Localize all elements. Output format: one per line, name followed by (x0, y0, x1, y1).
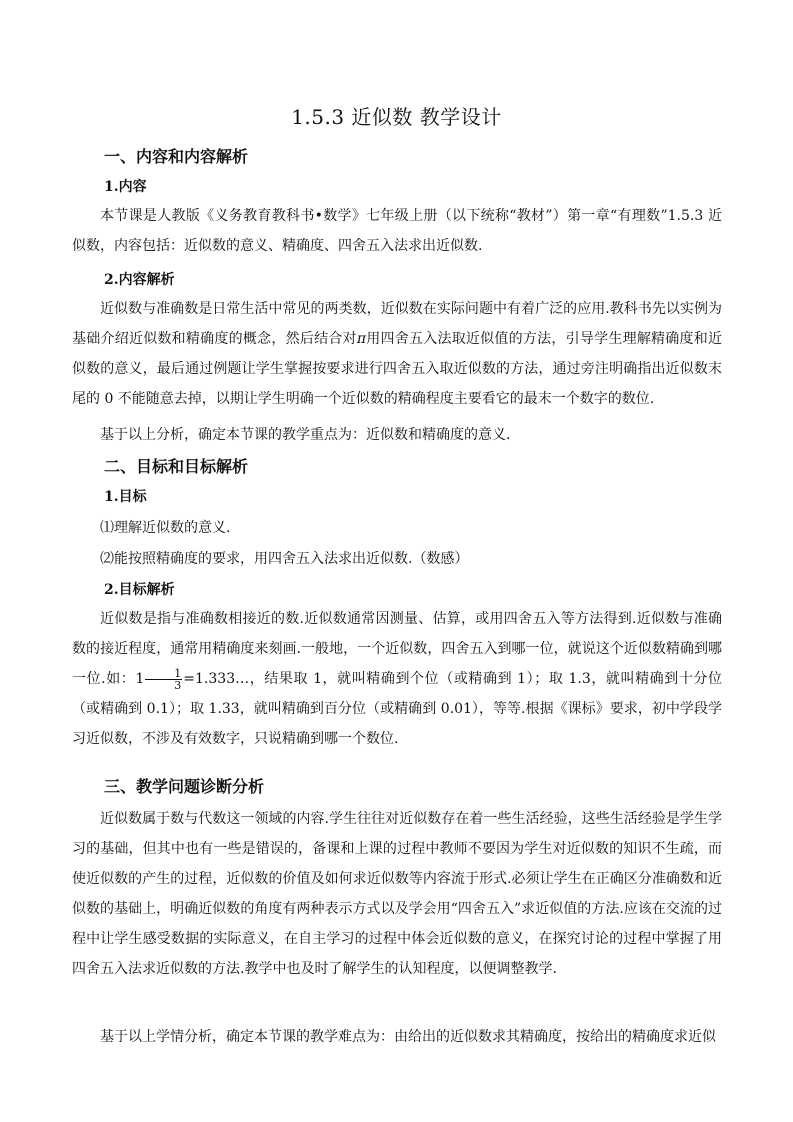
section-heading-content: 一、内容和内容解析 (104, 147, 249, 166)
paragraph-content-analysis (72, 294, 722, 414)
paragraph-key-point: 基于以上分析，确定本节课的教学重点为：近似数和精确度的意义. (100, 427, 511, 443)
subheading-content-analysis: 2.内容解析 (104, 272, 175, 288)
document-title: 1.5.3 近似数 教学设计 (291, 105, 502, 129)
paragraph-content: 本节课是人教版《义务教育教科书•数学》七年级上册（以下统称“教材”）第一章“有理数”1.5.3 近似数，内容包括：近似数的意义、精确度、四舍五入法求出近似数. (72, 208, 722, 254)
pi-symbol: π (356, 331, 367, 347)
paragraph-text: 用四舍五入法取近似值的方法，引导学生理解精确度和近似数的意义，最后通过例题让学生掌握按要求进行四舍五入取近似数的方法，通过旁注明确指出近似数末尾的 0 不能随意去掉，以期让学生明确一个近似数的精确程度主要看它的最末一个数字的数位. (72, 331, 723, 407)
section-heading-goals: 二、目标和目标解析 (104, 457, 249, 476)
mixed-fraction: 1 $\frac{1}{3}$ (135, 666, 182, 692)
subheading-content: 1.内容 (104, 179, 147, 195)
goal-item: ⑴理解近似数的意义. (100, 520, 231, 536)
goal-item: ⑵能按照精确度的要求，用四舍五入法求出近似数.（数感） (100, 551, 469, 567)
subheading-goals-analysis: 2.目标解析 (104, 582, 175, 598)
paragraph-difficulty: 基于以上学情分析，确定本节课的教学难点为：由给出的近似数求其精确度，按给出的精确度求近似 (100, 1029, 716, 1045)
paragraph-diagnosis: 近似数属于数与代数这一领域的内容.学生往往对近似数存在着一些生活经验，这些生活经验是学生学习的基础，但其中也有一些是错误的，备课和上课的过程中教师不要因为学生对近似数的知识不生疏，而使近似数的产生的过程，近似数的价值及如何求近似数等内容流于形式.必须让学生在正确区分准确数和近似数的基础上，明确近似数的角度有两种表示方式以及学会用“四舍五入”求近似值的方法.应该在交流的过程中让学生感受数据的实际意义，在自主学习的过程中体会近似数的意义，在探究讨论的过程中掌握了用四舍五入法求近似数的方法.教学中也及时了解学生的认知程度，以便调整教学. (72, 811, 722, 977)
paragraph-text: 近似数是指与准确数相接近的数.近似数通常因测量、估算，或用四舍五入等方法得到.近似数与准确数的接近程度，通常用精确度来刻画.一般地，一个近似数，四舍五入到哪一位，就说这个近似数精确到哪一位.如： (72, 611, 722, 687)
subheading-goals: 1.目标 (104, 489, 147, 505)
paragraph-goals-analysis (72, 604, 722, 754)
paragraph-text: 近似数与准确数是日常生活中常见的两类数，近似数在实际问题中有着广泛的应用.教科书先以实例为基础介绍近似数和精确度的概念，然后结合对 (72, 301, 722, 347)
paragraph-text: =1.333…，结果取 1，就叫精确到个位（或精确到 1）；取 1.3，就叫精确到十分位（或精确到 0.1）；取 1.33，就叫精确到百分位（或精确到 0.01），等等.根据《课标》要求，初中学段学习近似数，不涉及有效数字，只说精确到哪一个数位. (72, 671, 722, 747)
fraction: $\frac{1}{3}$ (145, 668, 182, 691)
section-heading-diagnosis: 三、教学问题诊断分析 (104, 777, 265, 796)
